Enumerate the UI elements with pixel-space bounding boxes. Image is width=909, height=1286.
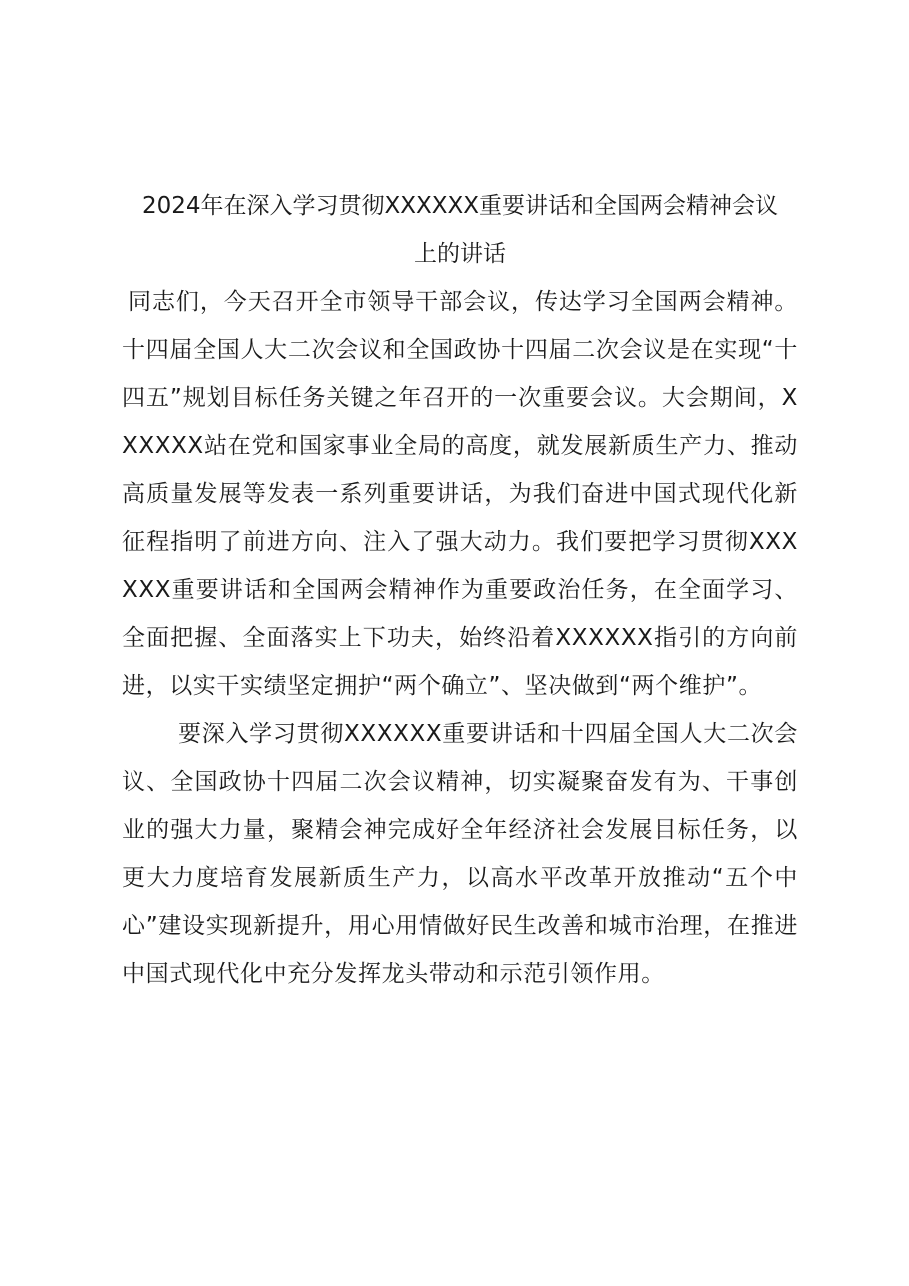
document-title xyxy=(118,182,802,278)
paragraph-1: 同志们，今天召开全市领导干部会议，传达学习全国两会精神。十四届全国人大二次会议和全国政协十四届二次会议是在实现“十四五”规划目标任务关键之年召开的一次重要会议。大会期间，XXXXXX站在党和国家事业全局的高度，就发展新质生产力、推动高质量发展等发表一系列重要讲话，为我们奋进中国式现代化新征程指明了前进方向、注入了强大动力。我们要把学习贯彻XXXXXX重要讲话和全国两会精神作为重要政治任务，在全面学习、全面把握、全面落实上下功夫，始终沿着XXXXXX指引的方向前进，以实干实绩坚定拥护“两个确立”、坚决做到“两个维护”。 xyxy=(122,289,798,699)
title-line-1: 2024年在深入学习贯彻XXXXXX重要讲话和全国两会精神会议 xyxy=(141,193,779,219)
paragraph-2: 要深入学习贯彻XXXXXX重要讲话和十四届全国人大二次会议、全国政协十四届二次会议精神，切实凝聚奋发有为、干事创业的强大力量，聚精会神完成好全年经济社会发展目标任务，以更大力度培育发展新质生产力，以高水平改革开放推动“五个中心”建设实现新提升，用心用情做好民生改善和城市治理，在推进中国式现代化中充分发挥龙头带动和示范引领作用。 xyxy=(122,721,798,987)
document-body xyxy=(122,182,798,998)
title-line-2: 上的讲话 xyxy=(414,241,506,267)
